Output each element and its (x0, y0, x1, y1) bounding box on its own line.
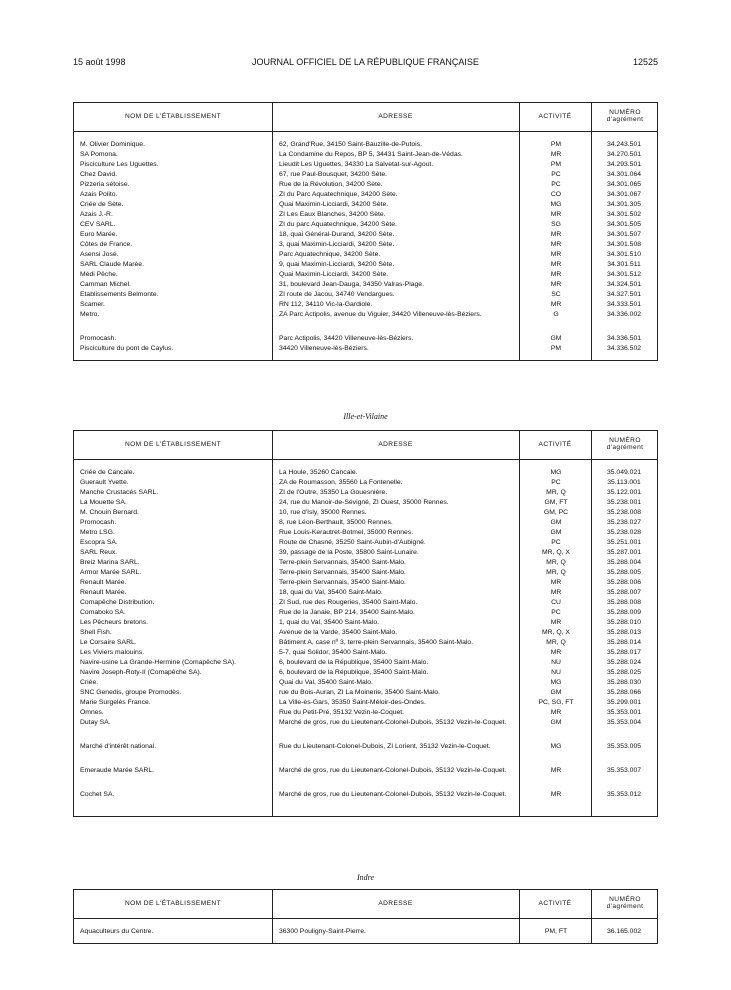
activity-code: MR (550, 301, 562, 308)
activity-code: MR (550, 619, 562, 626)
approval-number: 35.353.001 (606, 709, 642, 716)
establishment-address: Quai Maximin-Licciardi, 34200 Sète. (279, 271, 389, 278)
activity-code: MR (550, 579, 562, 586)
establishment-address: Rue du Lieutenant-Colonel-Dubois, ZI Lorient, 35132 Vezin-le-Coquet. (279, 743, 491, 750)
table-header (74, 103, 657, 132)
approval-number: 35.299.001 (606, 699, 642, 706)
establishment-address: 1, quai du Val, 35400 Saint-Malo. (279, 619, 380, 626)
establishment-address: 39, passage de la Poste, 35800 Saint-Lunaire. (279, 549, 419, 556)
establishment-address: Avenue de la Varde, 35400 Saint-Malo. (279, 629, 398, 636)
activity-code: PC (551, 479, 561, 486)
approval-number: 34.301.502 (606, 211, 642, 218)
activity-code: GM, PC (543, 509, 569, 516)
table-row (74, 766, 657, 786)
approval-number: 34.243.501 (606, 141, 642, 148)
establishment-name: Dutay SA. (80, 719, 111, 726)
column-header-name: NOM DE L'ÉTABLISSEMENT (124, 112, 222, 120)
establishment-name: Asensi José. (80, 251, 119, 258)
establishment-address: Terre-plein Servannais, 35400 Saint-Malo. (279, 579, 406, 586)
table-row (74, 678, 657, 688)
establishment-name: La Mouette SA. (80, 499, 127, 506)
approval-number: 35.238.008 (606, 509, 642, 516)
table-row (74, 180, 657, 190)
table-row (74, 478, 657, 488)
activity-code: SG (551, 221, 561, 228)
establishment-name: Promocash. (80, 519, 117, 526)
column-divider (272, 890, 273, 943)
column-divider (272, 431, 273, 816)
approval-number: 34.301.512 (606, 271, 642, 278)
establishment-name: Armor Marée SARL. (80, 569, 142, 576)
page-number: 12525 (632, 57, 658, 67)
establishment-name: Promocash. (80, 335, 117, 342)
approval-number: 34.301.511 (607, 261, 641, 268)
establishment-name: Omnes. (80, 709, 104, 716)
approval-number: 35.288.014 (606, 639, 642, 646)
establishment-name: Aquaculteurs du Centre. (80, 928, 154, 935)
approval-number: 35.288.025 (606, 669, 642, 676)
establishment-name: Marie Surgelés France. (80, 699, 151, 706)
table-row (74, 708, 657, 718)
column-header-number: NUMÉRO d'agrément (606, 437, 644, 451)
establishment-address: Parc Aquatechnique, 34200 Sète. (279, 251, 381, 258)
approval-number: 34.324.501 (606, 281, 642, 288)
table-row (74, 927, 657, 937)
establishment-address: La Condamine du Repos, BP 5, 34431 Saint-Jean-de-Védas. (279, 151, 463, 158)
table-ille-et-vilaine (73, 430, 658, 817)
establishment-address: Rue de la Janaie, BP 214, 35400 Saint-Malo. (279, 609, 415, 616)
establishment-name: Metro. (80, 311, 100, 318)
establishment-name: Comapêche Distribution. (80, 599, 155, 606)
header-date: 15 août 1998 (73, 57, 126, 67)
table-body (74, 919, 657, 943)
establishment-address: ZI Les Eaux Blanches, 34200 Sète. (279, 211, 386, 218)
establishment-name: Chez David. (80, 171, 118, 178)
establishment-name: SARL Reux. (80, 549, 118, 556)
activity-code: SC (551, 291, 561, 298)
table-row (74, 508, 657, 518)
table-row (74, 658, 657, 668)
establishment-address: Marché de gros, rue du Lieutenant-Colonel-Dubois, 35132 Vezin-le-Coquet. (279, 719, 507, 726)
approval-number: 34.301.064 (606, 171, 642, 178)
table-row (74, 230, 657, 240)
establishment-address: Route de Chasné, 35250 Saint-Aubin-d'Aubigné. (279, 539, 426, 546)
approval-number: 34.327.501 (606, 291, 642, 298)
page-header (73, 57, 658, 69)
approval-number: 35.288.005 (606, 569, 642, 576)
column-divider (272, 103, 273, 360)
table-row (74, 200, 657, 210)
establishment-address: Bâtiment A, case nº 3, terre-plein Servannais, 35400 Saint-Malo. (279, 639, 474, 646)
column-divider (591, 431, 592, 816)
establishment-address: Quai Maximin-Licciardi, 34200 Sète. (279, 201, 389, 208)
activity-code: GM (550, 335, 562, 342)
table-row (74, 190, 657, 200)
table-row (74, 568, 657, 578)
activity-code: MG (550, 201, 562, 208)
column-header-activity: ACTIVITÉ (538, 112, 572, 120)
establishment-name: Etablissements Belmonte. (80, 291, 159, 298)
establishment-name: Euro Marée. (80, 231, 118, 238)
table-row (74, 518, 657, 528)
column-header-name: NOM DE L'ÉTABLISSEMENT (124, 440, 222, 448)
activity-code: MR (550, 709, 562, 716)
establishment-name: Les Pêcheurs bretons. (80, 619, 149, 626)
establishment-address: 10, rue d'Isly, 35000 Rennes. (279, 509, 367, 516)
table-row (74, 310, 657, 330)
establishment-address: ZI du Parc Aquatechnique, 34200 Sète. (279, 191, 398, 198)
establishment-address: Lieudit Les Uguettes, 34330 La Salvetat-sur-Agout. (279, 161, 434, 168)
approval-number: 35.238.027 (606, 519, 642, 526)
establishment-address: 6, boulevard de la République, 35400 Saint-Malo. (279, 659, 429, 666)
table-row (74, 468, 657, 478)
table-body (74, 460, 657, 816)
approval-number: 35.288.013 (606, 629, 642, 636)
table-row (74, 648, 657, 658)
table-row (74, 220, 657, 230)
approval-number: 35.353.005 (606, 743, 642, 750)
establishment-name: SARL Claude Marée. (80, 261, 144, 268)
approval-number: 35.287.001 (606, 549, 642, 556)
column-divider (519, 890, 520, 943)
establishment-name: Navire Joseph-Roty-II (Comapêche SA). (80, 669, 202, 676)
establishment-address: 8, rue Léon-Berthault, 35000 Rennes. (279, 519, 393, 526)
table-row (74, 628, 657, 638)
activity-code: MR (550, 151, 562, 158)
establishment-name: Azais Polito. (80, 191, 118, 198)
approval-number: 34.301.508 (606, 241, 642, 248)
establishment-name: Metro LSG. (80, 529, 115, 536)
table-row (74, 698, 657, 708)
establishment-name: Scamer. (80, 301, 105, 308)
establishment-address: ZI de l'Outre, 35350 La Gouesnière. (279, 489, 388, 496)
approval-number: 34.293.501 (606, 161, 642, 168)
activity-code: MR, Q (546, 559, 566, 566)
column-divider (519, 103, 520, 360)
approval-number: 35.288.017 (606, 649, 642, 656)
table-header (74, 431, 657, 460)
table-row (74, 210, 657, 220)
column-header-address: ADRESSE (378, 440, 413, 448)
table-row (74, 578, 657, 588)
approval-number: 35.251.001 (606, 539, 642, 546)
activity-code: GM, FT (544, 499, 568, 506)
table-row (74, 608, 657, 618)
table-row (74, 558, 657, 568)
establishment-address: ZI du parc Aquatechnique, 34200 Sète. (279, 221, 397, 228)
establishment-name: Pisciculture Les Uguettes. (80, 161, 159, 168)
establishment-name: Côtes de France. (80, 241, 133, 248)
activity-code: PC, SG, FT (538, 699, 574, 706)
activity-code: MR (550, 231, 562, 238)
table-row (74, 280, 657, 290)
column-divider (519, 431, 520, 816)
establishment-name: Pizzeria sétoise. (80, 181, 130, 188)
establishment-address: Quai du Val, 35400 Saint-Malo. (279, 679, 373, 686)
table-row (74, 250, 657, 260)
approval-number: 34.301.067 (606, 191, 642, 198)
activity-code: MR (550, 251, 562, 258)
activity-code: NU (551, 659, 561, 666)
establishment-name: Camman Michel. (80, 281, 131, 288)
column-header-activity: ACTIVITÉ (538, 899, 572, 907)
establishment-name: Escopra SA. (80, 539, 118, 546)
approval-number: 35.288.007 (606, 589, 642, 596)
establishment-address: Rue Louis-Kerautret-Botmel, 35000 Rennes. (279, 529, 414, 536)
establishment-address: 36300 Pouligny-Saint-Pierre. (279, 928, 366, 935)
table-row (74, 240, 657, 250)
establishment-address: 31, boulevard Jean-Dauga, 34350 Valras-Plage. (279, 281, 424, 288)
approval-number: 34.333.501 (606, 301, 642, 308)
table-row (74, 488, 657, 498)
table-row (74, 742, 657, 762)
table-row (74, 668, 657, 678)
table-row (74, 290, 657, 300)
activity-code: GM (550, 529, 562, 536)
establishment-address: Rue du Petit-Pré, 35132 Vezin-le-Coquet. (279, 709, 405, 716)
table-row (74, 170, 657, 180)
approval-number: 35.353.012 (606, 791, 642, 798)
establishment-address: 5-7, quai Solidor, 35400 Saint-Malo. (279, 649, 388, 656)
establishment-name: Cochet SA. (80, 791, 115, 798)
establishment-name: SA Pomona. (80, 151, 118, 158)
activity-code: PC (551, 171, 561, 178)
activity-code: MR, Q (546, 639, 566, 646)
approval-number: 34.301.510 (606, 251, 642, 258)
activity-code: CO (550, 191, 562, 198)
activity-code: PM (550, 345, 562, 352)
activity-code: MR, Q (546, 569, 566, 576)
establishment-address: ZA de Roumasson, 35560 La Fontenelle. (279, 479, 403, 486)
establishment-name: Médi Pêche. (80, 271, 118, 278)
establishment-address: La Ville-ès-Gars, 35350 Saint-Méloir-des-Ondes. (279, 699, 426, 706)
table-header (74, 890, 657, 919)
approval-number: 35.238.028 (606, 529, 642, 536)
approval-number: 35.113.001 (607, 479, 641, 486)
establishment-name: SNC Genedis, groupe Promodès. (80, 689, 182, 696)
establishment-address: Marché de gros, rue du Lieutenant-Colonel-Dubois, 35132 Vezin-le-Coquet. (279, 767, 507, 774)
approval-number: 34.270.501 (606, 151, 642, 158)
establishment-name: Guerault Yvette. (80, 479, 129, 486)
approval-number: 34.301.505 (606, 221, 642, 228)
establishment-address: Marché de gros, rue du Lieutenant-Colonel-Dubois, 35132 Vezin-le-Coquet. (279, 791, 507, 798)
table-row (74, 638, 657, 648)
activity-code: MR (550, 589, 562, 596)
table-row (74, 528, 657, 538)
approval-number: 34.301.507 (606, 231, 642, 238)
establishment-address: 9, quai Maximin-Licciardi, 34200 Sète. (279, 261, 395, 268)
column-header-address: ADRESSE (378, 899, 413, 907)
establishment-address: 18, quai du Val, 35400 Saint-Malo. (279, 589, 383, 596)
approval-number: 35.353.007 (606, 767, 642, 774)
establishment-name: Criée de Cancale. (80, 469, 135, 476)
approval-number: 35.288.030 (606, 679, 642, 686)
establishment-name: Pisciculture du pont de Caylus. (80, 345, 174, 352)
establishment-name: Emeraude Marée SARL. (80, 767, 155, 774)
activity-code: PM (550, 141, 562, 148)
approval-number: 35.288.004 (606, 559, 642, 566)
establishment-address: RN 112, 34110 Vic-la-Gardiole. (279, 301, 373, 308)
activity-code: MG (550, 743, 562, 750)
establishment-address: ZI route de Jacou, 34740 Vendargues. (279, 291, 395, 298)
establishment-name: Renault Marée. (80, 579, 127, 586)
activity-code: PC (551, 539, 561, 546)
establishment-name: Criée. (80, 679, 99, 686)
activity-code: MR (550, 767, 562, 774)
establishment-address: Terre-plein Servannais, 35400 Saint-Malo. (279, 559, 406, 566)
establishment-name: Renault Marée. (80, 589, 127, 596)
table-row (74, 618, 657, 628)
activity-code: PC (551, 181, 561, 188)
establishment-address: 67, rue Paul-Bousquet, 34200 Sète. (279, 171, 388, 178)
activity-code: MR (550, 261, 562, 268)
activity-code: MG (550, 679, 562, 686)
table-row (74, 538, 657, 548)
table-row (74, 300, 657, 310)
establishment-address: Parc Actipolis, 34420 Villeneuve-lès-Béziers. (279, 335, 414, 342)
activity-code: MR, Q, X (542, 549, 570, 556)
column-header-activity: ACTIVITÉ (538, 440, 572, 448)
activity-code: MG (550, 469, 562, 476)
table-indre (73, 889, 658, 944)
activity-code: G (553, 311, 559, 318)
establishment-address: Terre-plein Servannais, 35400 Saint-Malo. (279, 569, 406, 576)
establishment-address: ZA Parc Actipolis, avenue du Viguier, 34420 Villeneuve-lès-Béziers. (279, 311, 482, 318)
establishment-address: ZI Sud, rue des Rougeries, 35400 Saint-Malo. (279, 599, 418, 606)
activity-code: MR, Q, X (542, 629, 570, 636)
section-title-ille-et-vilaine: Ille-et-Vilaine (343, 412, 388, 421)
table-row (74, 270, 657, 280)
activity-code: MR (550, 649, 562, 656)
table-row (74, 548, 657, 558)
establishment-address: 62, Grand'Rue, 34150 Saint-Bauzille-de-Putois. (279, 141, 422, 148)
column-divider (591, 890, 592, 943)
column-header-name: NOM DE L'ÉTABLISSEMENT (124, 899, 222, 907)
table-row (74, 334, 657, 344)
approval-number: 35.122.001 (606, 489, 642, 496)
table-herault (73, 102, 658, 361)
activity-code: MR (550, 211, 562, 218)
header-title: JOURNAL OFFICIEL DE LA RÉPUBLIQUE FRANÇAISE (252, 57, 479, 67)
section-title-indre: Indre (356, 873, 375, 882)
table-row (74, 718, 657, 738)
table-row (74, 498, 657, 508)
activity-code: MR (550, 281, 562, 288)
establishment-address: La Houle, 35260 Cancale. (279, 469, 358, 476)
approval-number: 34.336.501 (606, 335, 642, 342)
activity-code: NU (551, 669, 561, 676)
activity-code: CU (551, 599, 561, 606)
column-header-number: NUMÉRO d'agrément (606, 896, 644, 910)
establishment-name: M. Olivier Dominique. (80, 141, 145, 148)
table-row (74, 344, 657, 354)
approval-number: 35.238.001 (606, 499, 642, 506)
establishment-name: Comaboko SA. (80, 609, 126, 616)
table-row (74, 140, 657, 150)
approval-number: 36.165.002 (606, 928, 642, 935)
activity-code: MR (550, 271, 562, 278)
establishment-name: Shell Fish. (80, 629, 112, 636)
establishment-address: 6, boulevard de la République, 35400 Saint-Malo. (279, 669, 429, 676)
table-row (74, 260, 657, 270)
column-divider (591, 103, 592, 360)
approval-number: 34.301.305 (606, 201, 642, 208)
activity-code: MR (550, 241, 562, 248)
approval-number: 34.301.065 (606, 181, 642, 188)
establishment-address: 34420 Villeneuve-lès-Béziers. (279, 345, 369, 352)
establishment-name: Les Viviers malouins. (80, 649, 145, 656)
establishment-name: Marché d'intérêt national. (80, 743, 157, 750)
activity-code: GM (550, 519, 562, 526)
approval-number: 35.288.006 (606, 579, 642, 586)
establishment-name: Azais J.-R. (80, 211, 113, 218)
table-row (74, 150, 657, 160)
activity-code: MR (550, 791, 562, 798)
establishment-address: 24, rue du Manoir-de-Sévigné, ZI Ouest, 35000 Rennes. (279, 499, 449, 506)
approval-number: 35.288.010 (606, 619, 642, 626)
activity-code: MR, Q (546, 489, 566, 496)
column-header-number: NUMÉRO d'agrément (606, 109, 644, 123)
activity-code: PM (550, 161, 562, 168)
activity-code: PC (551, 609, 561, 616)
approval-number: 35.288.008 (606, 599, 642, 606)
activity-code: PM, FT (544, 928, 568, 935)
establishment-name: Breiz Marina SARL. (80, 559, 140, 566)
table-body (74, 132, 657, 360)
table-row (74, 688, 657, 698)
approval-number: 35.288.009 (606, 609, 642, 616)
establishment-name: Le Corsaire SARL. (80, 639, 137, 646)
approval-number: 35.049.021 (606, 469, 642, 476)
establishment-name: Criée de Sète. (80, 201, 124, 208)
table-row (74, 160, 657, 170)
approval-number: 35.353.004 (606, 719, 642, 726)
column-header-address: ADRESSE (378, 112, 413, 120)
table-row (74, 790, 657, 810)
approval-number: 34.336.002 (606, 311, 642, 318)
establishment-address: Rue de la Révolution, 34200 Sète. (279, 181, 383, 188)
establishment-address: 18, quai Général-Durand, 34200 Sète. (279, 231, 395, 238)
establishment-name: Navire-usine La Grande-Hermine (Comapêche SA). (80, 659, 237, 666)
approval-number: 34.336.502 (606, 345, 642, 352)
establishment-address: 3, quai Maximin-Licciardi, 34200 Sète. (279, 241, 395, 248)
approval-number: 35.288.024 (606, 659, 642, 666)
table-row (74, 598, 657, 608)
establishment-name: M. Chouin Bernard. (80, 509, 139, 516)
activity-code: GM (550, 689, 562, 696)
table-row (74, 588, 657, 598)
establishment-address: rue du Bois-Auran, ZI La Moinerie, 35400 Saint-Malo. (279, 689, 440, 696)
activity-code: GM (550, 719, 562, 726)
establishment-name: Manche Crustacés SARL. (80, 489, 159, 496)
approval-number: 35.288.066 (606, 689, 642, 696)
establishment-name: CEV SARL. (80, 221, 116, 228)
